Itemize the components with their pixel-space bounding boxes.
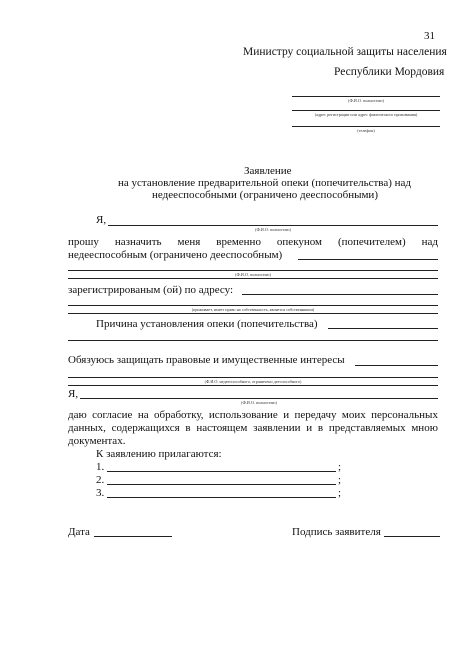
- consent-word: данных,: [68, 422, 106, 434]
- attachment-semicolon: ;: [338, 461, 342, 473]
- applicant-fio-line[interactable]: [108, 225, 438, 226]
- consent-word: заявлении: [253, 422, 301, 434]
- addressee-fio-line[interactable]: [292, 96, 440, 97]
- date-line[interactable]: [94, 536, 172, 537]
- date-label: Дата: [68, 526, 90, 538]
- title-line-3: недееспособными (ограничено дееспособными): [152, 189, 378, 201]
- ward-name-line-b[interactable]: [68, 270, 438, 271]
- consent-word: и: [283, 409, 290, 421]
- request-line-1: [68, 236, 438, 248]
- reason-line-a[interactable]: [328, 328, 438, 329]
- incapable-fio-hint: (Ф.И.О. недееспособного, ограничено дееспособного): [204, 379, 302, 384]
- consent-word: обработку,: [153, 409, 204, 421]
- ward-fio-hint: (Ф.И.О. полностью): [235, 272, 271, 277]
- request-word: опекуном: [276, 236, 323, 248]
- request-line-2: недееспособным (ограничено дееспособным): [68, 249, 283, 261]
- consent-word: настоящем: [196, 422, 248, 434]
- registered-address-line-c[interactable]: [68, 313, 438, 314]
- request-word: (попечителем): [338, 236, 406, 248]
- request-word: назначить: [114, 236, 162, 248]
- consent-word: использование: [208, 409, 278, 421]
- consent-word: содержащихся: [111, 422, 180, 434]
- ya-label: Я,: [96, 214, 107, 226]
- addressee-address-hint: (адрес регистрации или адрес фактического проживания): [314, 112, 418, 117]
- request-word: над: [421, 236, 438, 248]
- reason-line-b[interactable]: [68, 340, 438, 341]
- attachment-2-line[interactable]: [107, 484, 336, 485]
- consent-fio-line[interactable]: [80, 398, 438, 399]
- obligation-label: Обязуюсь защищать правовые и имущественные интересы: [68, 354, 345, 366]
- addressee-address-line[interactable]: [292, 110, 440, 111]
- signature-label: Подпись заявителя: [292, 526, 381, 538]
- page-number: 31: [424, 30, 435, 42]
- registered-address-line-a[interactable]: [242, 294, 438, 295]
- signature-line[interactable]: [384, 536, 440, 537]
- applicant-fio-hint: (Ф.И.О. полностью): [255, 227, 291, 232]
- consent-line-2: [68, 422, 438, 434]
- consent-line-3: документах.: [68, 435, 126, 447]
- addressee-fio-hint: (Ф.И.О. полностью): [348, 98, 384, 103]
- consent-word: передачу: [294, 409, 337, 421]
- consent-word: согласие: [92, 409, 133, 421]
- consent-word: мною: [411, 422, 438, 434]
- addressee-line-1: Министру социальной защиты населения: [243, 46, 447, 58]
- addressee-phone-hint: (телефон): [357, 128, 375, 133]
- ward-name-line-c[interactable]: [68, 278, 438, 279]
- addressee-phone-line[interactable]: [292, 126, 440, 127]
- obligation-line-c[interactable]: [68, 385, 438, 386]
- request-word: временно: [216, 236, 261, 248]
- registered-address-hint: (проживает, имеет право на собственность, является собственником): [191, 307, 315, 312]
- consent-word: на: [137, 409, 149, 421]
- attachment-3-line[interactable]: [107, 497, 336, 498]
- consent-word: даю: [68, 409, 87, 421]
- registered-label: зарегистрированым (ой) по адресу:: [68, 284, 234, 296]
- attachments-label: К заявлению прилагаются:: [96, 448, 222, 460]
- reason-label: Причина установления опеки (попечительства): [96, 318, 318, 330]
- title-heading: Заявление: [244, 165, 292, 177]
- attachment-semicolon: ;: [338, 487, 342, 499]
- consent-word: в: [317, 422, 324, 434]
- attachment-number: 3.: [96, 487, 105, 499]
- consent-word: и: [306, 422, 313, 434]
- registered-address-line-b[interactable]: [68, 305, 438, 306]
- obligation-line-a[interactable]: [355, 365, 438, 366]
- ward-name-line-a[interactable]: [298, 259, 438, 260]
- consent-word: в: [185, 422, 191, 434]
- consent-fio-hint: (Ф.И.О. полностью): [241, 400, 277, 405]
- consent-line-1: [68, 409, 438, 421]
- consent-word: представляемых: [328, 422, 406, 434]
- request-word: меня: [177, 236, 201, 248]
- attachment-number: 1.: [96, 461, 105, 473]
- attachment-number: 2.: [96, 474, 105, 486]
- attachment-semicolon: ;: [338, 474, 342, 486]
- attachment-1-line[interactable]: [107, 471, 336, 472]
- obligation-line-b[interactable]: [68, 377, 438, 378]
- consent-word: персональных: [371, 409, 438, 421]
- ya2-label: Я,: [68, 388, 79, 400]
- title-line-2: на установление предварительной опеки (попечительства) над: [118, 177, 412, 189]
- addressee-line-2: Республики Мордовия: [334, 66, 445, 78]
- consent-word: моих: [341, 409, 366, 421]
- request-word: прошу: [68, 236, 99, 248]
